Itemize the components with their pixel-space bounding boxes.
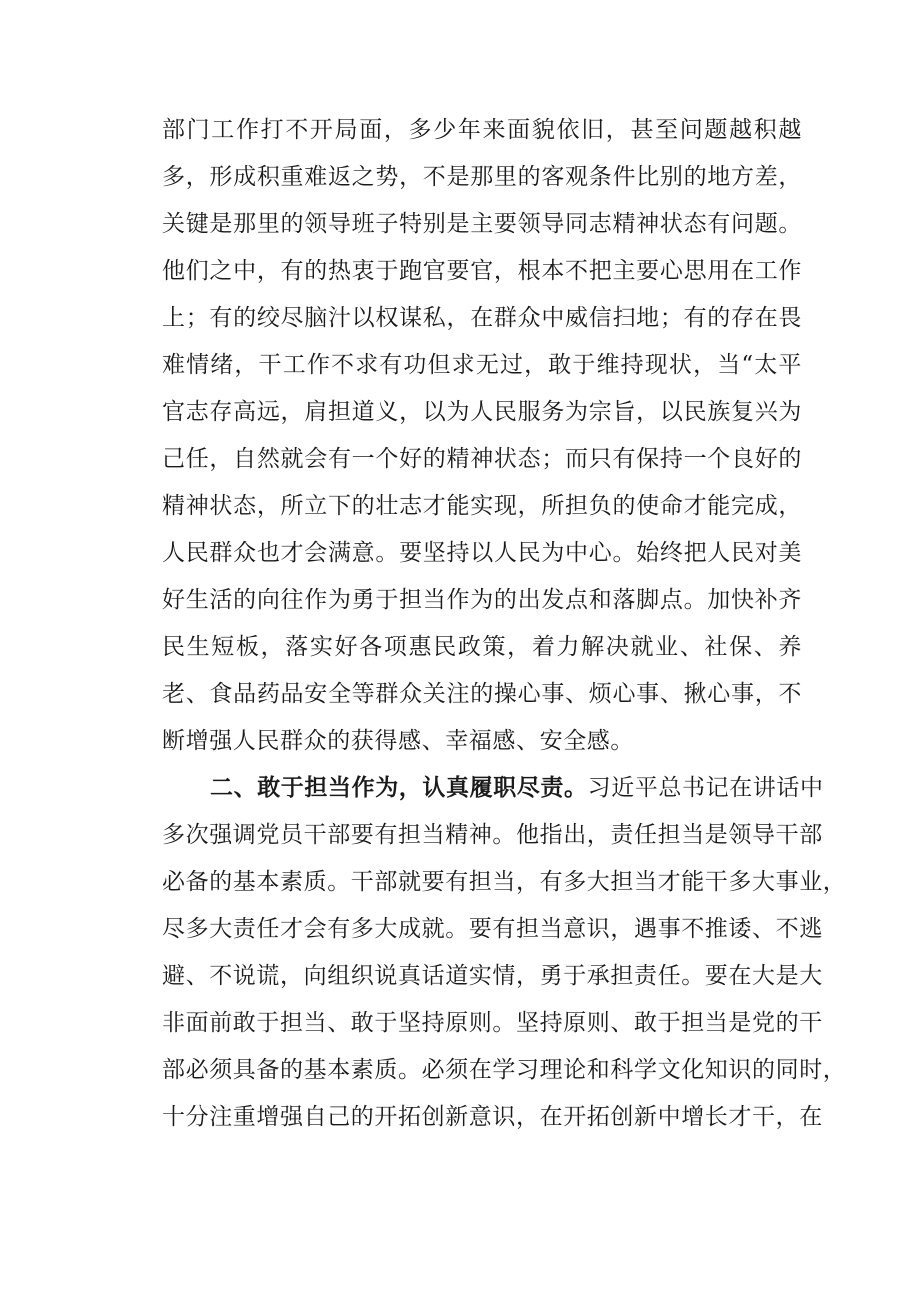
paragraph-1-line-12: 民生短板，落实好各项惠民政策，着力解决就业、社保、养	[162, 634, 802, 660]
paragraph-2-line-6: 非面前敢于担当、敢于坚持原则。坚持原则、敢于担当是党的干	[162, 1010, 823, 1036]
paragraph-1-line-4: 他们之中，有的热衷于跑官要官，根本不把主要心思用在工作	[162, 258, 802, 284]
paragraph-2-line-3: 必备的基本素质。干部就要有担当，有多大担当才能干多大事业，	[162, 869, 847, 895]
paragraph-2-line-4: 尽多大责任才会有多大成就。要有担当意识，遇事不推诿、不逃	[162, 916, 823, 942]
section-heading: 二、敢于担当作为，认真履职尽责。	[210, 774, 588, 801]
paragraph-2-line-8: 十分注重增强自己的开拓创新意识，在开拓创新中增长才干，在	[162, 1104, 823, 1130]
paragraph-1-line-9: 精神状态，所立下的壮志才能实现，所担负的使命才能完成，	[162, 493, 802, 519]
paragraph-1-line-6: 难情绪，干工作不求有功但求无过，敢于维持现状，当“太平	[162, 352, 802, 378]
paragraph-1-line-11: 好生活的向往作为勇于担当作为的出发点和落脚点。加快补齐	[162, 587, 802, 613]
paragraph-1-line-5: 上；有的绞尽脑汁以权谋私，在群众中威信扫地；有的存在畏	[162, 305, 802, 331]
paragraph-1-line-13: 老、食品药品安全等群众关注的操心事、烦心事、揪心事，不	[162, 681, 802, 707]
paragraph-2-line-1	[210, 768, 824, 808]
paragraph-1-line-8: 己任，自然就会有一个好的精神状态；而只有保持一个良好的	[162, 446, 802, 472]
paragraph-2-line-2: 多次强调党员干部要有担当精神。他指出，责任担当是领导干部	[162, 822, 823, 848]
paragraph-1-line-1: 部门工作打不开局面，多少年来面貌依旧，甚至问题越积越	[162, 117, 802, 143]
paragraph-1-line-2: 多，形成积重难返之势，不是那里的客观条件比别的地方差，	[162, 164, 802, 190]
paragraph-2-line-5: 避、不说谎，向组织说真话道实情，勇于承担责任。要在大是大	[162, 963, 823, 989]
paragraph-1-line-14: 断增强人民群众的获得感、幸福感、安全感。	[162, 728, 634, 754]
paragraph-2-line-7: 部必须具备的基本素质。必须在学习理论和科学文化知识的同时，	[162, 1057, 847, 1083]
paragraph-2-line-1-text: 习近平总书记在讲话中	[587, 775, 824, 801]
paragraph-1-line-3: 关键是那里的领导班子特别是主要领导同志精神状态有问题。	[162, 211, 802, 237]
paragraph-1-line-7: 官志存高远，肩担道义，以为人民服务为宗旨，以民族复兴为	[162, 399, 802, 425]
paragraph-1-line-10: 人民群众也才会满意。要坚持以人民为中心。始终把人民对美	[162, 540, 802, 566]
